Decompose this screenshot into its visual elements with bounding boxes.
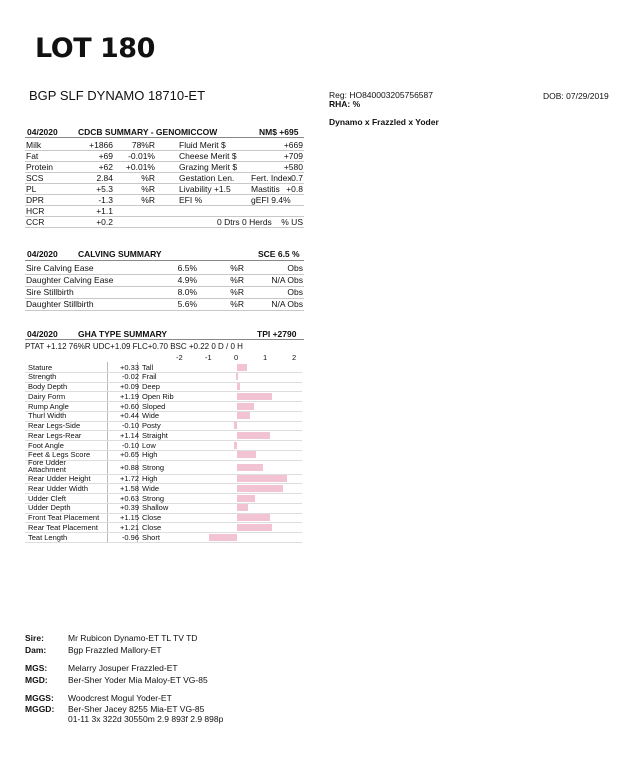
type-subtitle: PTAT +1.12 76%R UDC+1.09 FLC+0.70 BSC +0.22 0 D / 0 H [25,342,243,351]
trait-bar [236,373,238,380]
type-tpi: TPI +2790 [257,329,297,339]
calving-obs: Obs [287,287,303,297]
cdcb-cell: Milk [26,140,42,150]
trait-bar [209,534,237,541]
pedigree-value: Bgp Frazzled Mallory-ET [68,645,162,655]
cdcb-cell: gEFI 9.4% [251,195,291,205]
calving-value: 8.0% [177,287,197,297]
registration-number: Reg: HO840003205756587 [329,90,433,100]
cdcb-cell: CCR [26,217,45,227]
cdcb-cell: +69 [98,151,113,161]
trait-value: +1.21 [120,522,139,532]
trait-value: +0.60 [120,401,139,411]
cdcb-cell: Mastitis [251,184,280,194]
trait-label: Rump Angle [28,401,69,411]
trait-bar [237,364,247,371]
cdcb-row [25,216,304,228]
cdcb-date: 04/2020 [27,127,58,137]
calving-sce: SCE 6.5 % [258,249,300,259]
cdcb-cell: HCR [26,206,45,216]
trait-label: Body Depth [28,382,68,391]
trait-label: Feet & Legs Score [28,450,91,460]
trait-label: Rear Legs-Side [28,421,81,430]
trait-desc: Shallow [142,503,169,513]
calving-label: Daughter Calving Ease [26,275,114,285]
cdcb-cell: Cheese Merit $ [179,151,237,161]
pedigree-entry [25,693,325,703]
trait-value: +1.19 [120,391,139,401]
cdcb-cell: % US [281,217,303,227]
type-row [25,457,302,475]
date-of-birth: DOB: 07/29/2019 [543,91,609,101]
calving-rel: %R [230,275,244,285]
pedigree-value: Mr Rubicon Dynamo-ET TL TV TD [68,633,198,643]
pedigree-entry [25,704,325,714]
trait-bar [237,504,248,511]
calving-label: Daughter Stillbirth [26,299,94,309]
trait-desc: Low [142,440,156,450]
pedigree-entry [25,675,325,685]
trait-value: +0.09 [120,382,139,391]
trait-value: +0.63 [120,493,139,503]
trait-bar [237,383,240,390]
calving-value: 5.6% [177,299,197,309]
cdcb-cell: Grazing Merit $ [179,162,238,172]
trait-label: Strength [28,372,57,382]
pedigree-value: Ber-Sher Jacey 8255 Mia-ET VG-85 [68,704,205,714]
trait-bar [234,442,237,449]
scale-tick: -2 [176,353,183,362]
pedigree-key: MGGS: [25,693,54,703]
pedigree-entry [25,663,325,673]
trait-bar [237,495,255,502]
cdcb-nm: NM$ +695 [259,127,299,137]
calving-row [25,298,304,311]
trait-label: Stature [28,362,53,372]
trait-value: -0.02 [121,372,139,382]
cdcb-cell: -0.01% [128,151,155,161]
calving-rel: %R [230,263,244,273]
trait-bar [237,524,272,531]
trait-value: +1.58 [120,483,139,493]
type-row [25,532,302,543]
trait-label: Dairy Form [28,391,66,401]
type-divider [25,339,304,340]
cdcb-cell: +709 [283,151,303,161]
trait-desc: Tall [142,362,154,372]
calving-value: 6.5% [177,263,197,273]
trait-value: +0.65 [120,450,139,460]
pedigree-line: Dynamo x Frazzled x Yoder [329,117,439,127]
trait-desc: Straight [142,430,168,440]
cdcb-cell: %R [141,173,155,183]
pedigree-value: 01-11 3x 322d 30550m 2.9 893f 2.9 898p [68,714,224,724]
cdcb-cell: -1.3 [98,195,113,205]
trait-desc: Wide [142,411,160,421]
trait-bar [237,403,254,410]
trait-bar [234,422,237,429]
trait-bar [237,514,270,521]
cdcb-cell: 0 Dtrs 0 Herds [217,217,272,227]
cdcb-cell: +669 [283,140,303,150]
calving-rel: %R [230,287,244,297]
trait-value: -0.10 [121,421,139,430]
calving-rel: %R [230,299,244,309]
calving-divider [25,260,304,261]
calving-obs: N/A Obs [271,275,303,285]
pedigree-value: Ber-Sher Yoder Mia Maloy-ET VG-85 [68,675,208,685]
scale-tick: -1 [205,353,212,362]
calving-label: Sire Stillbirth [26,287,74,297]
trait-desc: Strong [142,493,165,503]
trait-desc: Sloped [142,401,166,411]
cdcb-cell: 2.84 [96,173,113,183]
trait-value: +0.88 [120,462,139,472]
cdcb-cell: Livability +1.5 [179,184,231,194]
scale-tick: 1 [263,353,268,362]
pedigree-key: Dam: [25,645,47,655]
calving-date: 04/2020 [27,249,58,259]
calving-label: Sire Calving Ease [26,263,94,273]
cdcb-cell: +1866 [89,140,113,150]
trait-label: Udder Cleft [28,493,66,503]
trait-label: Udder Depth [28,503,71,513]
trait-value: -0.96 [121,532,139,542]
cdcb-cell: 78%R [131,140,155,150]
trait-value: +1.14 [120,430,139,440]
pedigree-key: MGS: [25,663,48,673]
cdcb-cell: Fluid Merit $ [179,140,226,150]
trait-bar [237,412,250,419]
registration-block [329,91,433,109]
cdcb-cell: Protein [26,162,53,172]
trait-desc: High [142,450,158,460]
calving-obs: Obs [287,263,303,273]
trait-label: Fore Udder Attachment [28,457,66,474]
cdcb-cell: PL [26,184,37,194]
trait-bar [237,475,287,482]
cdcb-cell: Fat [26,151,39,161]
cdcb-cell: DPR [26,195,44,205]
cdcb-cell: EFI % [179,195,203,205]
trait-desc: Deep [142,382,160,391]
cdcb-cell: -0.7 [288,173,303,183]
trait-value: +0.39 [120,503,139,513]
cdcb-cell: +1.1 [96,206,113,216]
calving-title: CALVING SUMMARY [78,249,162,259]
trait-label: Rear Legs-Rear [28,430,82,440]
trait-desc: Frail [142,372,157,382]
trait-desc: Wide [142,483,160,493]
trait-desc: Close [142,513,162,522]
rha: RHA: % [329,99,361,109]
pedigree-entry [25,633,325,643]
cdcb-cell: SCS [26,173,44,183]
type-title: GHA TYPE SUMMARY [78,329,168,339]
pedigree-value: Melarry Josuper Frazzled-ET [68,663,178,673]
pedigree-value: Woodcrest Mogul Yoder-ET [68,693,172,703]
cdcb-cell: +0.01% [125,162,155,172]
cdcb-cell: Fert. Index [251,173,292,183]
pedigree-key: MGD: [25,675,48,685]
trait-bar [237,393,272,400]
trait-bar [237,485,283,492]
calving-value: 4.9% [177,275,197,285]
trait-value: +0.44 [120,411,139,421]
pedigree-entry [25,645,325,655]
trait-value: +1.15 [120,513,139,522]
trait-label: Rear Teat Placement [28,522,98,532]
animal-name: BGP SLF DYNAMO 18710-ET [29,88,206,103]
cdcb-title: CDCB SUMMARY - GENOMICCOW [78,127,218,137]
trait-desc: Posty [142,421,161,430]
trait-desc: Short [142,532,160,542]
trait-value: +0.33 [120,362,139,372]
cdcb-cell: %R [141,195,155,205]
scale-tick: 0 [234,353,239,362]
trait-value: -0.10 [121,440,139,450]
pedigree-key: Sire: [25,633,44,643]
trait-value: +1.72 [120,474,139,483]
cdcb-cell: %R [141,184,155,194]
trait-label: Rear Udder Width [28,483,89,493]
trait-label: Rear Udder Height [28,474,91,483]
trait-bar [237,451,256,458]
cdcb-cell: +62 [98,162,113,172]
type-date: 04/2020 [27,329,58,339]
cdcb-cell: +580 [283,162,303,172]
calving-obs: N/A Obs [271,299,303,309]
cdcb-cell: +5.3 [96,184,113,194]
pedigree-entry [25,714,325,724]
cdcb-cell: +0.2 [96,217,113,227]
cdcb-divider [25,137,304,138]
trait-label: Thurl Width [28,411,67,421]
trait-desc: High [142,474,158,483]
trait-bar [237,432,270,439]
trait-label: Foot Angle [28,440,64,450]
lot-number: LOT 180 [35,33,155,64]
trait-bar [237,464,263,471]
trait-desc: Open Rib [142,391,174,401]
scale-tick: 2 [292,353,297,362]
trait-desc: Close [142,522,162,532]
cdcb-cell: +0.8 [286,184,303,194]
pedigree-key: MGGD: [25,704,55,714]
cdcb-cell: Gestation Len. [179,173,235,183]
trait-label: Front Teat Placement [28,513,100,522]
trait-label: Teat Length [28,532,68,542]
trait-desc: Strong [142,462,165,472]
